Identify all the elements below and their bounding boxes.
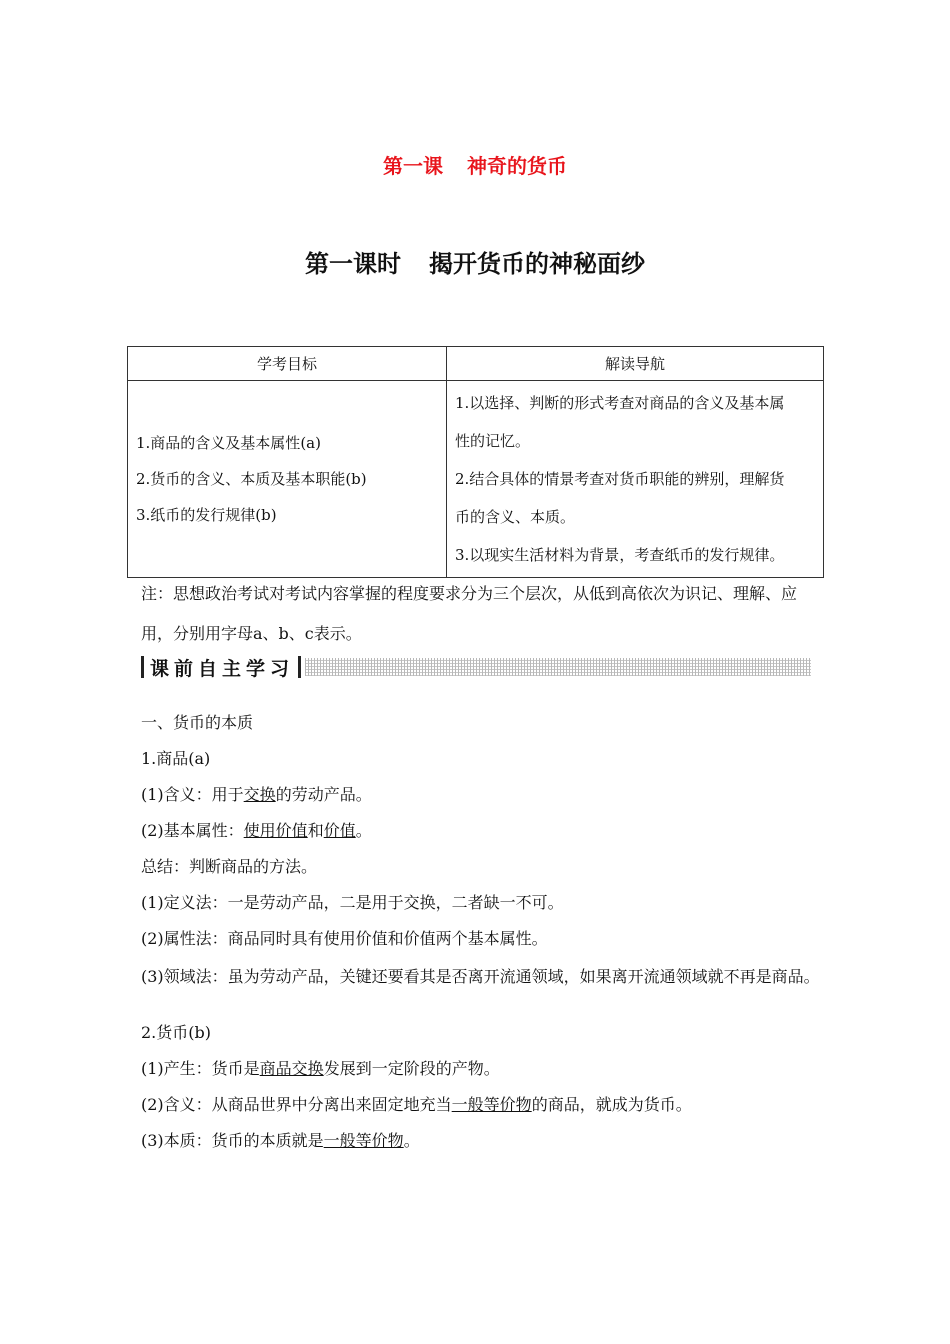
- session-name: 揭开货币的神秘面纱: [429, 250, 645, 278]
- section-banner-title: 课前自主学习: [150, 657, 295, 680]
- blank-answer: 商品交换: [259, 1059, 324, 1078]
- blank-answer: 一般等价物: [451, 1095, 532, 1114]
- table-header-row: [128, 347, 824, 381]
- section-banner: [141, 652, 811, 682]
- lesson-title: [0, 150, 950, 179]
- guide-line: 1.以选择、判断的形式考查对商品的含义及基本属: [455, 394, 785, 412]
- section-heading: 一、货币的本质: [141, 713, 254, 732]
- money-essence: (3)本质：货币的本质就是一般等价物。: [141, 1131, 420, 1150]
- blank-answer: 一般等价物: [323, 1131, 404, 1150]
- money-origin: (1)产生：货币是商品交换发展到一定阶段的产物。: [141, 1059, 500, 1078]
- blank-answer: 价值: [323, 821, 356, 840]
- blank-answer: 使用价值: [243, 821, 308, 840]
- guide-line: 2.结合具体的情景考查对货币职能的辨别，理解货: [455, 470, 785, 488]
- goal-item: 2.货币的含义、本质及基本职能(b): [136, 470, 367, 488]
- goal-item: 1.商品的含义及基本属性(a): [136, 434, 321, 452]
- session-number: 第一课时: [305, 250, 401, 278]
- note-text: 注：思想政治考试对考试内容掌握的程度要求分为三个层次，从低到高依次为识记、理解、应用，分别用字母a、b、c表示。: [141, 584, 798, 643]
- guide-cell: [447, 381, 824, 578]
- banner-bar: [298, 656, 301, 678]
- lesson-number: 第一课: [383, 154, 443, 178]
- guide-line: 性的记忆。: [455, 432, 531, 450]
- commodity-meaning: (1)含义：用于交换的劳动产品。: [141, 785, 372, 804]
- guide-line: 币的含义、本质。: [455, 508, 576, 526]
- method-item: (3)领域法：虽为劳动产品，关键还要看其是否离开流通领域，如果离开流通领域就不再是商品。: [141, 967, 820, 986]
- content: [141, 705, 821, 1159]
- objectives-table: [127, 346, 824, 578]
- banner-pattern: [305, 658, 811, 676]
- money-title: 2.货币(b): [141, 1023, 211, 1042]
- commodity-title: 1.商品(a): [141, 749, 211, 768]
- summary-line: 总结：判断商品的方法。: [141, 857, 318, 876]
- session-title: [0, 244, 950, 279]
- lesson-name: 神奇的货币: [467, 154, 567, 178]
- method-item: (1)定义法：一是劳动产品，二是用于交换，二者缺一不可。: [141, 893, 564, 912]
- commodity-attributes: (2)基本属性：使用价值和价值。: [141, 821, 372, 840]
- table-row: [128, 381, 824, 578]
- money-meaning: (2)含义：从商品世界中分离出来固定地充当一般等价物的商品，就成为货币。: [141, 1095, 692, 1114]
- header-guide: 解读导航: [447, 347, 824, 381]
- goal-item: 3.纸币的发行规律(b): [136, 506, 277, 524]
- guide-line: 3.以现实生活材料为背景，考查纸币的发行规律。: [455, 546, 785, 564]
- goals-cell: [128, 381, 447, 578]
- blank-answer: 交换: [243, 785, 276, 804]
- header-goals: 学考目标: [128, 347, 447, 381]
- method-item: (2)属性法：商品同时具有使用价值和价值两个基本属性。: [141, 929, 548, 948]
- spacer: [141, 997, 821, 1015]
- banner-bar: [141, 656, 144, 678]
